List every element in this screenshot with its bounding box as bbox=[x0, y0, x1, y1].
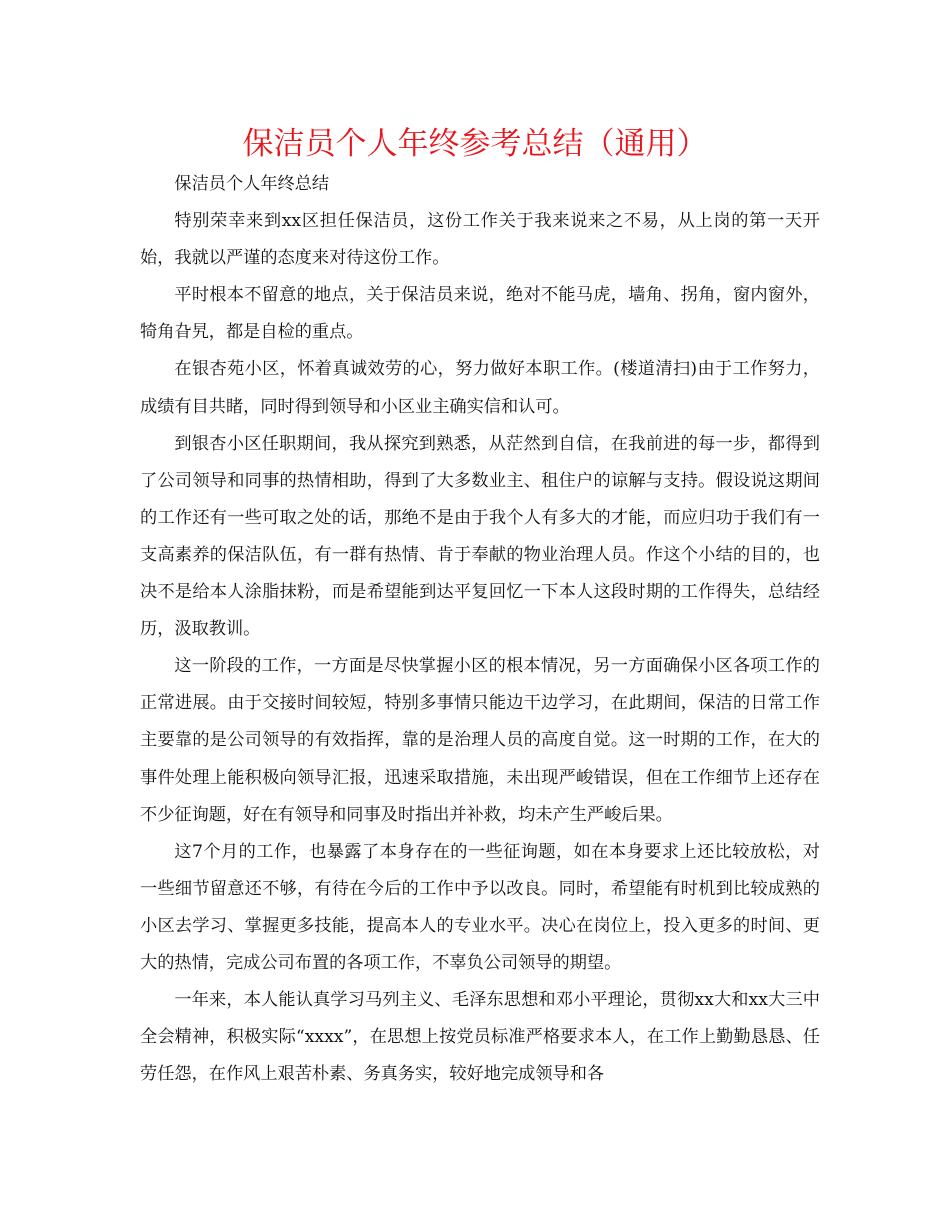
body-paragraph: 一年来，本人能认真学习马列主义、毛泽东思想和邓小平理论，贯彻xx大和xx大三中全会精神，积极实际“xxxx”，在思想上按党员标准严格要求本人，在工作上勤勤恳恳、任劳任怨，在作风上艰苦朴素、务真务实，较好地完成领导和各 bbox=[140, 990, 820, 1085]
document-title: 保洁员个人年终参考总结（通用） bbox=[242, 126, 708, 162]
body-paragraph: 这一阶段的工作，一方面是尽快掌握小区的根本情况，另一方面确保小区各项工作的正常进展。由于交接时间较短，特别多事情只能边干边学习，在此期间，保洁的日常工作主要靠的是公司领导的有效指挥，靠的是治理人员的高度自觉。这一时期的工作，在大的事件处理上能积极向领导汇报，迅速采取措施，未出现严峻错误，但在工作细节上还存在不少征询题，好在有领导和同事及时指出并补救，均未产生严峻后果。 bbox=[140, 656, 820, 825]
document-body bbox=[140, 166, 820, 1093]
body-paragraph: 这7个月的工作，也暴露了本身存在的一些征询题，如在本身要求上还比较放松，对一些细节留意还不够，有待在今后的工作中予以改良。同时，希望能有时机到比较成熟的小区去学习、掌握更多技能，提高本人的专业水平。决心在岗位上，投入更多的时间、更大的热情，完成公司布置的各项工作，不辜负公司领导的期望。 bbox=[140, 841, 820, 973]
body-paragraph: 特别荣幸来到xx区担任保洁员，这份工作关于我来说来之不易，从上岗的第一天开始，我就以严谨的态度来对待这份工作。 bbox=[140, 211, 820, 269]
body-paragraph: 在银杏苑小区，怀着真诚效劳的心，努力做好本职工作。(楼道清扫)由于工作努力，成绩有目共睹，同时得到领导和小区业主确实信和认可。 bbox=[140, 359, 820, 417]
body-paragraph: 平时根本不留意的地点，关于保洁员来说，绝对不能马虎，墙角、拐角，窗内窗外，犄角旮旯，都是自检的重点。 bbox=[140, 285, 820, 343]
body-paragraph: 到银杏小区任职期间，我从探究到熟悉，从茫然到自信，在我前进的每一步，都得到了公司领导和同事的热情相助，得到了大多数业主、租住户的谅解与支持。假设说这期间的工作还有一些可取之处的话，那绝不是由于我个人有多大的才能，而应归功于我们有一支高素养的保洁队伍，有一群有热情、肯于奉献的物业治理人员。作这个小结的目的，也决不是给本人涂脂抹粉，而是希望能到达平复回忆一下本人这段时期的工作得失，总结经历，汲取教训。 bbox=[140, 433, 820, 640]
subtitle-paragraph: 保洁员个人年终总结 bbox=[174, 174, 330, 194]
